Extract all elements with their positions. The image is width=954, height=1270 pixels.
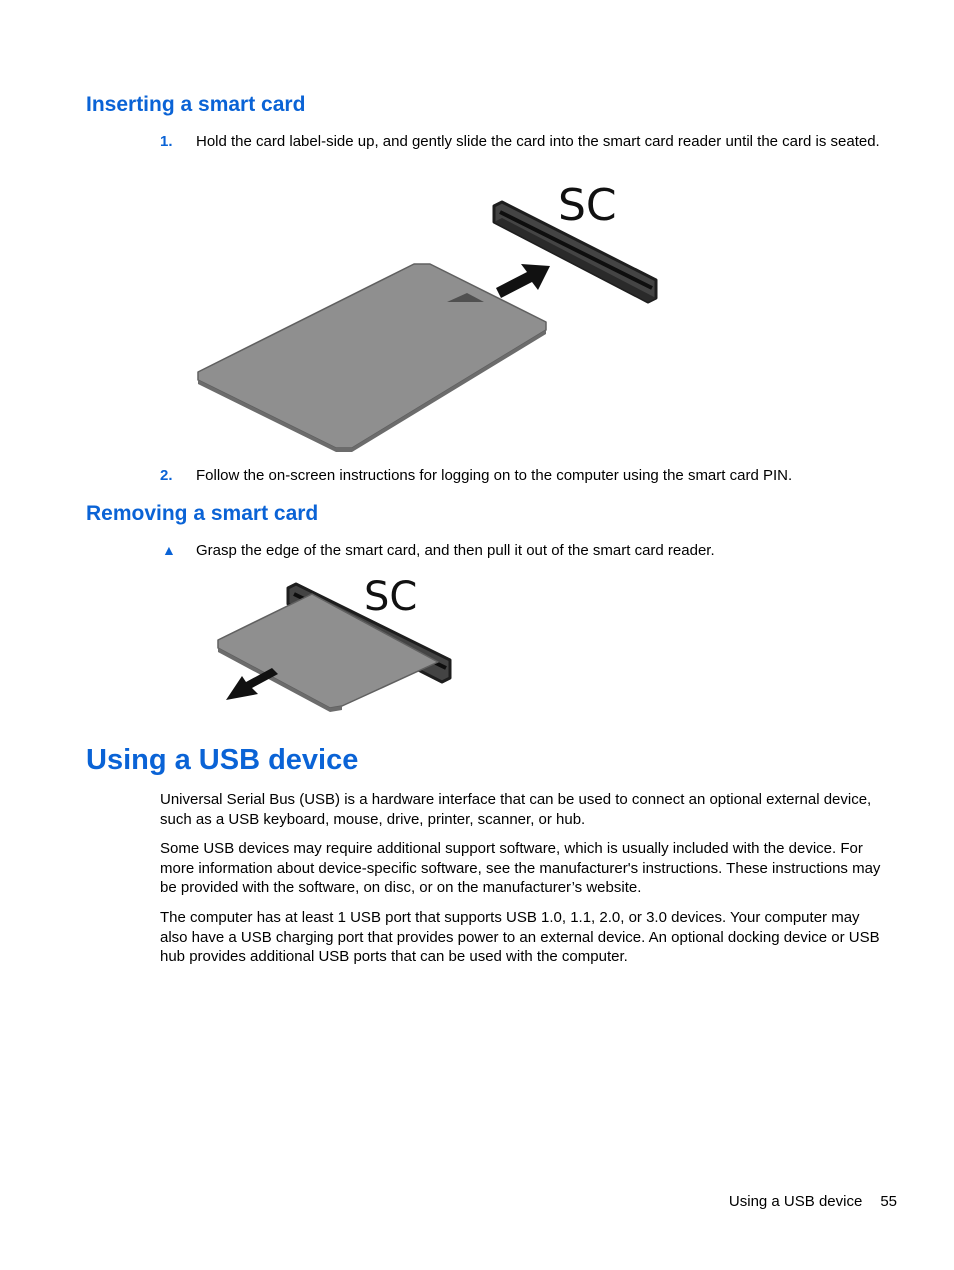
sc-label: SC — [364, 574, 418, 620]
smart-card — [198, 264, 546, 452]
step-number: 2. — [160, 467, 173, 484]
arrow-up-right-icon — [496, 264, 550, 298]
step-text: Hold the card label-side up, and gently slide the card into the smart card reader until the card is seated. — [196, 133, 880, 150]
page-number: 55 — [880, 1193, 897, 1210]
page-footer — [729, 1192, 897, 1211]
heading-removing-smart-card: Removing a smart card — [86, 502, 319, 525]
step-text: Follow the on-screen instructions for logging on to the computer using the smart card PIN. — [196, 467, 793, 484]
remove-step — [160, 541, 880, 561]
usb-paragraph-1: Universal Serial Bus (USB) is a hardware interface that can be used to connect an optional external device, such as a USB keyboard, mouse, drive, printer, scanner, or hub. — [160, 791, 872, 828]
usb-paragraph-3: The computer has at least 1 USB port that supports USB 1.0, 1.1, 2.0, or 3.0 devices. Your computer may also have a USB charging port that provides power to an external device. An optional docking device or USB hub provides additional USB ports that can be used with the computer. — [160, 909, 880, 965]
arrow-down-left-icon — [226, 668, 278, 700]
heading-inserting-smart-card: Inserting a smart card — [86, 93, 306, 116]
insert-step-2 — [160, 466, 880, 486]
triangle-up-icon: ▲ — [162, 542, 176, 558]
remove-smart-card-illustration — [212, 570, 462, 712]
step-number: 1. — [160, 133, 173, 150]
insert-step-1 — [160, 132, 880, 152]
sc-label: SC — [558, 180, 617, 231]
heading-using-usb-device: Using a USB device — [86, 744, 359, 776]
step-text: Grasp the edge of the smart card, and then pull it out of the smart card reader. — [196, 542, 715, 559]
footer-section-title: Using a USB device — [728, 1193, 863, 1210]
insert-smart-card-illustration — [190, 176, 670, 452]
usb-paragraph-2: Some USB devices may require additional support software, which is usually included with the device. For more information about device-specific software, see the manufacturer's instructions. These instructions may be provided with the software, on disc, or on the manufacturer’s website. — [160, 840, 881, 896]
